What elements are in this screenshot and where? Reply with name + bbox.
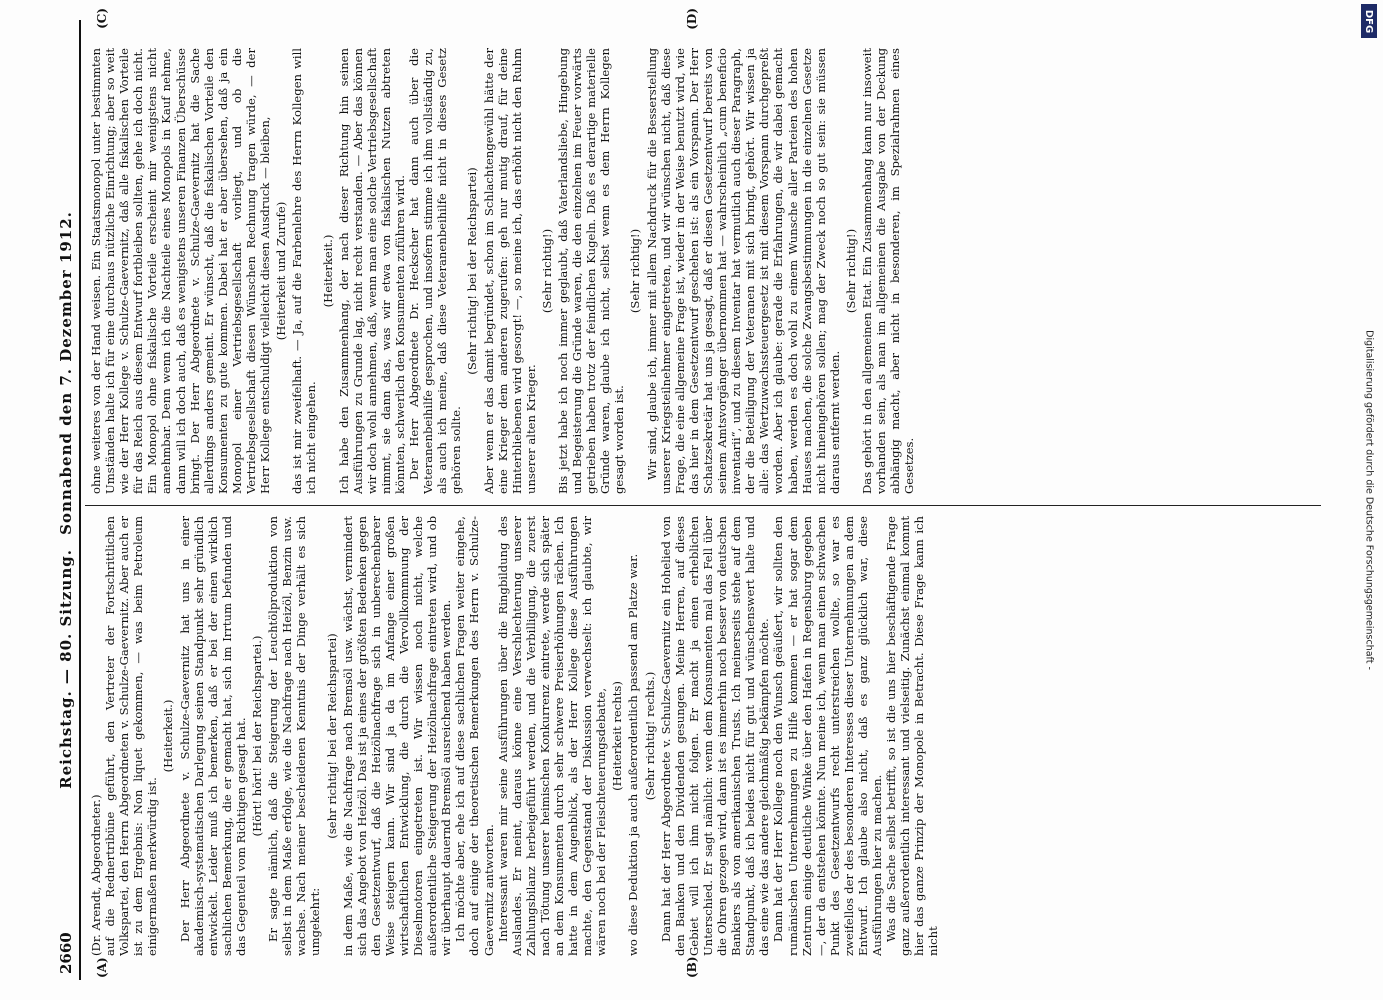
margin-mark-d: (D) bbox=[685, 8, 699, 30]
digitization-credit: Digitalisierung gefördert durch die Deutsche Forschungsgemeinschaft - bbox=[1363, 330, 1375, 670]
header-title bbox=[57, 20, 75, 980]
paragraph: Was die Sache selbst betrifft, so ist die uns hier beschäftigende Frage ganz außerordentlich interessant und vielseitig. Zunächst einmal kommt hier das ganze Prinzip der Monopole in Betracht. Diese Frage kann ich nicht bbox=[884, 516, 941, 956]
paragraph: Er sagte nämlich, daß die Steigerung der Leuchtölproduktion von selbst in dem Maße erfolge, wie die Nachfrage nach Heizöl, Benzin usw. wachse. Nach meiner bescheidenen Kenntnis der Dinge verhält es sich umgekehrt: bbox=[266, 516, 323, 956]
paragraph: wo diese Deduktion ja auch außerordentlich passend am Platze war. bbox=[626, 553, 641, 956]
interjection: (Sehr richtig! bei der Reichspartei) bbox=[465, 167, 480, 375]
paragraph: Dann hat der Herr Abgeordnete v. Schulze-Gaevernitz ein Hohelied von den Banken und den Dividenden gesungen. Meine Herren, auf dieses Gebiet will ich ihm nicht folgen. Er macht ja einen erheblichen Unterschied. Er sagt nämlich: wenn dem Konsumenten mal das Fell über die Ohren gezogen wird, dann ist es immerhin noch besser von deutschen Bankiers als von amerikanischen Trusts. Ich meinerseits stehe auf dem Standpunkt, daß ich beides nicht für gut und wünschenswert halte und das eine wie das andere gleichmäßig bekämpfen möchte. bbox=[658, 516, 772, 956]
paragraph: Dann hat der Herr Kollege noch den Wunsch geäußert, wir sollten den rumänischen Unternehmungen zu Hilfe kommen — er hat sogar dem Zentrum einige deutliche Winke über den Hafen in Regensburg gegeben —, der da entstehen könnte. Nun meine ich, wenn man einen schwachen Punkt des Gesetzentwurfs recht unterstreichen wollte, so war es zweifellos der des besonderen Interesses dieser Unternehmungen an dem Entwurf. Ich glaube also nicht, daß es ganz glücklich war, diese Ausführungen hier zu machen. bbox=[771, 516, 885, 956]
paragraph: Aber wenn er das damit begründet, schon im Schlachtengewühl hätte der eine Krieger dem anderen zugerufen: geh nur mutig drauf, für deine Hinterbliebenen wird gesorgt! —, so meine ich, das erhöht nicht den Ruhm unserer alten Krieger. bbox=[481, 48, 538, 494]
rotated-document-sheet bbox=[55, 8, 1325, 980]
paragraph: auf die Rednertribüne geführt, den Vertreter der Fortschrittlichen Volkspartei, den Herrn Abgeordneten v. Schulze-Gaevernitz. Aber auch er ist zu dem Ergebnis: Non liquet gekommen, — was beim Petroleum einigermaßen merkwürdig ist. bbox=[103, 516, 160, 956]
paragraph: Wir sind, glaube ich, immer mit allem Nachdruck für die Besserstellung unserer Kriegsteilnehmer eingetreten, und wir wünschen nicht, daß diese Frage, die eine allgemeine Frage ist, wieder in der Weise benutzt wird, wie das hier in dem Gesetzentwurf geschehen ist: als ein Vorspann. Der Herr Schatzsekretär hat uns ja gesagt, daß er diesen Gesetzentwurf bereits von seinem Amtsvorgänger übernommen hat — wahrscheinlich „cum beneficio inventarii“, und zu diesem Inventar hat vermutlich auch dieser Paragraph, der die Beteiligung der Veteranen mit sich bringt, gehört. Wir wissen ja alle: das Wertzuwachssteuergesetz ist mit diesem Vorspann durchgepreßt worden. Aber ich glaube: gerade die Erfahrungen, die wir dabei gemacht haben, werden es doch wohl zu einem Wunsche aller Parteien des hohen Hauses machen, die solche Zwangsbestimmungen in die einzelnen Gesetze nicht hineingehören sollen; mag der Zweck noch so gut sein: sie müssen daraus entfernt werden. bbox=[644, 48, 842, 494]
interjection: (Heiterkeit.) bbox=[320, 234, 335, 308]
interjection: (Sehr richtig! rechts.) bbox=[642, 671, 657, 801]
interjection: (Heiterkeit.) bbox=[161, 699, 176, 773]
margin-mark-a: (A) bbox=[95, 957, 109, 978]
interjection: (Sehr richtig!) bbox=[628, 228, 643, 314]
header-right-title: Sonnabend den 7. Dezember 1912. bbox=[57, 211, 75, 535]
paragraph: ohne weiteres von der Hand weisen. Ein Staatsmonopol unter bestimmten Umständen halte ich für eine durchaus nützliche Einrichtung; aber so weit wie der Herr Kollege v. Schulze-Gaevernitz, daß alle fiskalischen Vorteile für das Reich aus diesem Entwurf fortbleiben sollten, gehe ich doch nicht. Ein Monopol ohne fiskalische Vorteile erscheint mir wenigstens nicht annehmbar. Denn wenn ich die Nachteile eines Monopols in Kauf nehme, dann will ich doch auch, daß es wenigstens unseren Finanzen Überschüsse bringt. Der Herr Abgeordnete v. Schulze-Gaevernitz hat die Sache allerdings anders gemeint. Er wünscht, daß die fiskalischen Vorteile den Konsumenten zu gute kommen. Dabei hat er aber übersehen, daß ja ein Monopol einer Vertriebsgesellschaft vorliegt, und ob die Vertriebsgesellschaft diesen Wünschen Rechnung tragen würde, — der Herr Kollege entschuldigt vielleicht diesen Ausdruck — bleiben, bbox=[89, 48, 273, 494]
paragraph: Bis jetzt habe ich noch immer geglaubt, daß Vaterlandsliebe, Hingebung und Begeisterung die Gründe waren, die den einzelnen im Feuer vorwärts getrieben haben trotz der feindlichen Kugeln. Daß es derartige materielle Gründe waren, glaube ich nicht, selbst wenn es dem Herrn Kollegen gesagt worden ist. bbox=[556, 48, 627, 494]
interjection: (Hört! hört! bei der Reichspartei.) bbox=[250, 635, 265, 837]
right-text-column bbox=[89, 48, 1319, 494]
margin-mark-c: (C) bbox=[95, 8, 109, 29]
page-header bbox=[55, 20, 81, 980]
interjection: (Sehr richtig!) bbox=[843, 228, 858, 314]
interjection: (Heiterkeit rechts) bbox=[610, 681, 625, 791]
paragraph: das ist mir zweifelhaft. — Ja, auf die Farbenlehre des Herrn Kollegen will ich nicht eingehen. bbox=[290, 48, 319, 494]
page-number: 2660 bbox=[57, 932, 75, 974]
speaker-line: (Dr. Arendt, Abgeordneter.) bbox=[89, 794, 103, 956]
paragraph: Das gehört in den allgemeinen Etat. Ein Zusammenhang kann nur insoweit vorhanden sein, als man im allgemeinen die Ausgabe von der Deckung abhängig macht, aber nicht in besonderen, im Spezialrahmen eines Gesetzes. bbox=[859, 48, 917, 494]
left-text-column bbox=[89, 516, 1319, 956]
header-left-title: Reichstag. — 80. Sitzung. bbox=[57, 549, 75, 789]
paragraph: Der Herr Abgeordnete v. Schulze-Gaevernitz hat uns in einer akademisch-systematischen Darlegung seinen Standpunkt sehr gründlich entwickelt. Leider muß ich bemerken, daß er bei der einen wirklich sachlichen Bemerkung, die er gemacht hat, sich im Irrtum befunden und das Gegenteil vom Richtigen gesagt hat. bbox=[177, 516, 248, 956]
interjection: (sehr richtig! bei der Reichspartei) bbox=[324, 633, 339, 839]
paragraph: Interessant waren mir seine Ausführungen über die Ringbildung des Auslandes. Er meint, daraus könne eine Verschlechterung unserer Zahlungsbilanz herbeigeführt werden, und die Verbilligung, die zuerst nach Tötung unserer heimischen Konkurrenz eintrete, werde sich später an dem Konsumenten durch sehr schwere Preiserhöhungen rächen. Ich hatte in dem Augenblick, als der Herr Kollege diese Ausführungen machte, den Gegenstand der Diskussion verwechselt: ich glaubte, wir wären noch bei der Fleischteuerungsdebatte, bbox=[495, 516, 609, 956]
dfg-logo bbox=[1361, 4, 1377, 38]
interjection: (Heiterkeit und Zurufe) bbox=[274, 201, 289, 341]
paragraph: Ich habe den Zusammenhang, der nach dieser Richtung hin seinen Ausführungen zu Grunde lag, nicht recht verstanden. — Aber das können wir doch wohl annehmen, daß, wenn man eine solche Vertriebsgesellschaft nimmt, sie dann das, was wir etwa von fiskalischen Nutzen abtreten könnten, schwerlich den Konsumenten zuführen wird. bbox=[336, 48, 407, 494]
paragraph: Ich möchte aber, ehe ich auf diese sachlichen Fragen weiter eingehe, doch auf einige der theoretischen Bemerkungen des Herrn v. Schulze-Gaevernitz antworten. bbox=[453, 516, 496, 956]
dfg-logo-text: DFG bbox=[1363, 9, 1375, 33]
column-divider bbox=[85, 505, 1321, 506]
paragraph: Der Herr Abgeordnete Dr. Heckscher hat dann auch über die Veteranenbeihilfe gesprochen, und insofern stimme ich ihm vollständig zu, als auch ich meine, daß diese Veteranenbeihilfe nicht in dieses Gesetz gehören sollte. bbox=[407, 48, 464, 494]
paragraph: in dem Maße, wie die Nachfrage nach Bremsöl usw. wächst, vermindert sich das Angebot von Heizöl. Das ist ja eines der größten Bedenken gegen den Gesetzentwurf, daß die Heizölnachfrage sich in unberechenbarer Weise steigern kann. Wir sind ja da im Anfange einer großen wirtschaftlichen Entwicklung, die durch die Vervollkommnung der Dieselmotoren eingetreten ist. Wir wissen noch nicht, welche außerordentliche Steigerung der Heizölnachfrage eintreten wird, und ob wir überhaupt dauernd Bremsöl ausreichend haben werden. bbox=[340, 516, 454, 956]
margin-mark-b: (B) bbox=[685, 956, 699, 978]
interjection: (Sehr richtig!) bbox=[539, 228, 554, 314]
